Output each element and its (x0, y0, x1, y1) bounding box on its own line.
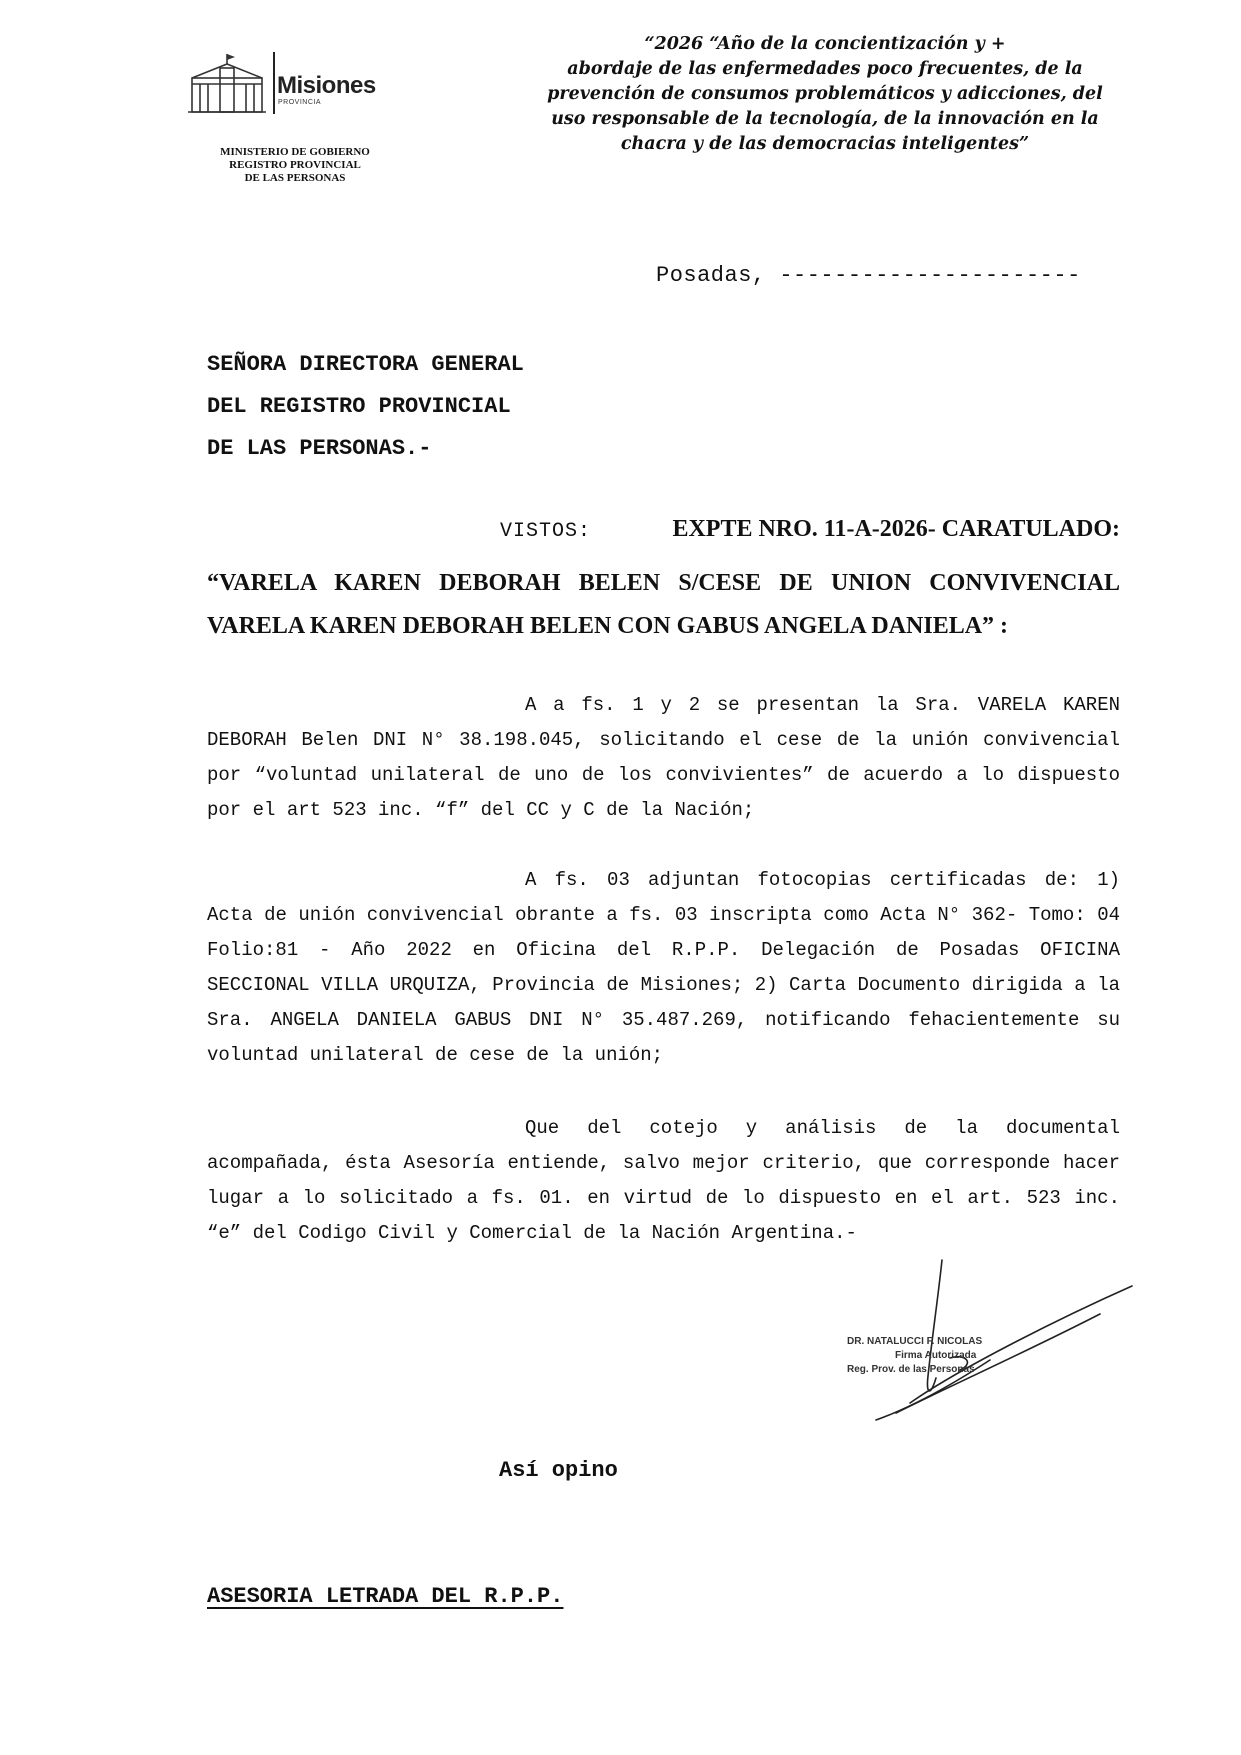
recipient-line: DEL REGISTRO PROVINCIAL (207, 394, 511, 419)
signature-stamp (847, 1335, 982, 1377)
place-date: Posadas, ---------------------- (656, 263, 1081, 288)
case-title (207, 562, 1120, 648)
slogan-line: “2026 “Año de la concientización y + (644, 34, 1006, 54)
slogan-line: chacra y de las democracias inteligentes” (620, 134, 1030, 154)
footer-signoff: ASESORIA LETRADA DEL R.P.P. (207, 1584, 564, 1609)
stamp-line: Reg. Prov. de las Personas (847, 1364, 975, 1375)
body-paragraph (207, 863, 1120, 1073)
body-paragraph (207, 1111, 1120, 1251)
logo-wordmark: Misiones (277, 72, 376, 99)
ministry-line: REGISTRO PROVINCIAL (229, 159, 361, 171)
vistos-label: VISTOS: (500, 520, 592, 543)
ministry-line: MINISTERIO DE GOBIERNO (220, 146, 370, 158)
ministry-heading (150, 146, 440, 185)
paragraph-text: A a fs. 1 y 2 se presentan la Sra. VARELA KAREN DEBORAH Belen DNI N° 38.198.045, solicitando el cese de la unión convivencial por “voluntad unilateral de uno de los convivientes” de acuerdo a lo dispuesto por el art 523 inc. “f” del CC y C de la Nación; (207, 694, 1120, 821)
paragraph-text: Que del cotejo y análisis de la documental acompañada, ésta Asesoría entiende, salvo mejor criterio, que corresponde hacer lugar a lo solicitado a fs. 01. en virtud de lo dispuesto en el art. 523 inc. “e” del Codigo Civil y Comercial de la Nación Argentina.- (207, 1117, 1120, 1244)
recipient-line: DE LAS PERSONAS.- (207, 436, 432, 461)
logo-subtitle: PROVINCIA (278, 99, 322, 106)
body-paragraph (207, 688, 1120, 828)
slogan-line: prevención de consumos problemáticos y adicciones, del (547, 84, 1103, 104)
case-title-line: VARELA KAREN DEBORAH BELEN CON GABUS ANGELA DANIELA” : (207, 613, 1009, 639)
paragraph-text: A fs. 03 adjuntan fotocopias certificadas de: 1) Acta de unión convivencial obrante a fs. 03 inscripta como Acta N° 362- Tomo: 04 Folio:81 - Año 2022 en Oficina del R.P.P. Delegación de Posadas OFICINA SECCIONAL VILLA URQUIZA, Provincia de Misiones; 2) Carta Documento dirigida a la Sra. ANGELA DANIELA GABUS DNI N° 35.487.269, notificando fehacientemente su voluntad unilateral de cese de la unión; (207, 869, 1120, 1066)
case-title-line: “VARELA KAREN DEBORAH BELEN S/CESE DE UNION CONVIVENCIAL (207, 570, 1120, 596)
ministry-line: DE LAS PERSONAS (244, 172, 346, 184)
stamp-line: DR. NATALUCCI F. NICOLAS (847, 1336, 983, 1347)
recipient-block (207, 344, 524, 470)
slogan-line: abordaje de las enfermedades poco frecuentes, de la (567, 59, 1083, 79)
stamp-line: Firma Autorizada (895, 1350, 977, 1361)
closing-remark: Así opino (499, 1458, 618, 1483)
recipient-line: SEÑORA DIRECTORA GENERAL (207, 352, 524, 377)
slogan-line: uso responsable de la tecnología, de la innovación en la (551, 109, 1099, 129)
year-slogan (505, 32, 1145, 157)
expediente-number: EXPTE NRO. 11-A-2026- CARATULADO: (672, 516, 1120, 542)
